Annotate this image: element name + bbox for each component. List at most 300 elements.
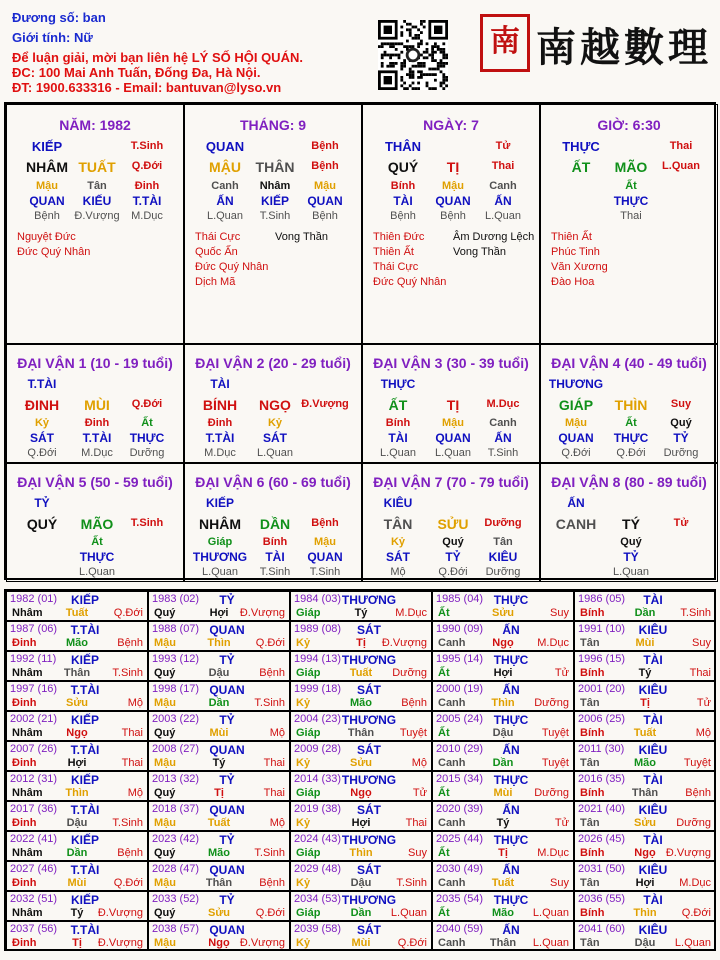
year-stem: Nhâm [12,787,43,799]
year-label: 1985 (04) [436,593,484,605]
year-stem: Kỷ [296,937,311,949]
star-right: Vong Thần [453,246,507,258]
dai-van-cell [362,463,540,582]
year-cell [148,891,290,921]
dai-van-hidden-phase: M.Dục [81,447,113,459]
hidden-stem: Nhâm [259,180,291,192]
gender-line: Giới tính: Nữ [12,30,93,45]
dai-van-stem: CANH [555,516,597,532]
year-god: QUAN [209,623,245,637]
year-branch: Thìn [633,907,657,919]
year-stem: Giáp [296,727,321,739]
year-god: TỶ [219,773,235,787]
year-phase: Tử [554,817,569,829]
year-branch: Mão [208,847,230,859]
pillar-phase: Thai [491,160,515,172]
year-god: SÁT [357,863,381,877]
year-cell [6,771,148,801]
year-stem: Bính [580,727,605,739]
logo-text: 南越數理 [536,24,712,71]
year-god: QUAN [209,683,245,697]
heavenly-stem: ẤT [571,159,591,175]
year-phase: Đ.Vượng [381,637,427,649]
year-label: 1992 (11) [10,653,57,665]
year-god: TỶ [219,593,235,607]
dai-van-cell [184,344,362,463]
dai-van-branch: MÃO [80,516,114,532]
hidden-god: QUAN [435,194,471,208]
year-stem: Mậu [154,637,176,649]
year-branch: Hợi [67,757,87,769]
year-stem: Tân [580,637,600,649]
year-label: 2031 (50) [578,863,626,875]
year-cell [574,591,716,621]
year-branch: Ngọ [492,637,514,649]
dai-van-hidden-god: T.TÀI [205,431,235,445]
pillar-god-left: THỰC [562,139,600,154]
year-phase: Suy [550,877,569,889]
year-stem: Quý [154,907,176,919]
year-cell [6,891,148,921]
year-label: 2019 (38) [294,803,342,815]
year-branch: Tuất [207,817,231,829]
star-left: Đức Quý Nhân [17,246,91,258]
dai-van-hidden-phase: Dưỡng [485,566,521,578]
year-phase: Thai [121,727,143,739]
year-cell [6,591,148,621]
year-branch: Dậu [350,877,372,889]
year-label: 2006 (25) [578,713,626,725]
dai-van-title: ĐẠI VẬN 6 (60 - 69 tuổi) [195,474,351,490]
year-god: TỶ [219,833,235,847]
year-god: TÀI [643,713,663,727]
hidden-stem: Mậu [36,180,58,192]
year-branch: Dần [208,697,230,709]
year-label: 2023 (42) [152,833,200,845]
year-phase: Thai [405,817,427,829]
year-cell [290,741,432,771]
dai-van-hidden-stem: Kỷ [390,536,406,548]
year-branch: Mão [66,637,88,649]
dai-van-hidden-god: QUAN [558,431,594,445]
year-stem: Quý [154,667,176,679]
year-god: THƯƠNG [341,893,397,907]
year-phase: Thai [689,667,711,679]
year-god: QUAN [209,863,245,877]
phone-email-line: ĐT: 1900.633316 - Email: bantuvan@lyso.vn [12,80,282,95]
year-god: THỰC [493,893,529,907]
year-stem: Đinh [12,937,37,949]
dai-van-branch: DẦN [259,516,291,532]
hidden-god: ẤN [216,194,234,208]
year-stem: Kỷ [296,817,311,829]
dai-van-branch: THÌN [614,397,648,413]
year-label: 2011 (30) [578,743,625,755]
year-branch: Sửu [349,757,373,769]
hidden-god: ẤN [494,194,512,208]
year-label: 2028 (47) [152,863,200,875]
year-branch: Tý [496,817,510,829]
hidden-phase: Bệnh [34,210,60,222]
dai-van-cell [184,463,362,582]
year-cell [290,861,432,891]
year-cell [6,741,148,771]
year-branch: Mùi [351,937,371,949]
year-god: KIÊU [638,803,668,817]
year-label: 2022 (41) [10,833,58,845]
year-god: THƯƠNG [341,653,397,667]
year-cell [432,651,574,681]
star-left: Thái Cực [373,261,419,273]
year-cell [148,651,290,681]
year-phase: T.Sinh [254,697,285,709]
year-cell [574,771,716,801]
year-god: KIẾP [70,893,100,907]
year-god: THƯƠNG [341,593,397,607]
year-cell [432,681,574,711]
year-phase: L.Quan [390,907,427,919]
year-god: THƯƠNG [341,713,397,727]
year-label: 2021 (40) [578,803,626,815]
year-cell [290,681,432,711]
year-cell [148,801,290,831]
year-label: 2013 (32) [152,773,200,785]
year-stem: Mậu [154,757,176,769]
star-right: Âm Dương Lệch [453,231,535,243]
year-label: 2041 (60) [578,923,626,935]
pillar-god-left: THÂN [384,139,422,154]
dai-van-stem: GIÁP [558,397,594,413]
year-label: 2005 (24) [436,713,484,725]
year-cell [574,711,716,741]
year-cell [290,621,432,651]
dai-van-title: ĐẠI VẬN 1 (10 - 19 tuổi) [17,355,173,371]
year-branch: Thân [205,877,233,889]
hidden-stem: Canh [211,180,239,192]
year-phase: Dưỡng [392,667,427,679]
year-stem: Quý [154,607,176,619]
year-label: 1994 (13) [294,653,342,665]
year-stem: Đinh [12,757,37,769]
year-stem: Đinh [12,877,37,889]
year-branch: Hợi [351,817,371,829]
logo-seal: 南 [480,14,530,72]
year-phase: Q.Đới [113,877,143,889]
year-stem: Canh [438,937,466,949]
year-god: T.TÀI [70,803,100,817]
year-branch: Sửu [633,817,657,829]
year-god: KIẾP [70,713,100,727]
year-stem: Ất [438,727,450,739]
year-label: 2008 (27) [152,743,200,755]
dai-van-hidden-god: QUAN [307,550,343,564]
dai-van-hidden-stem: Quý [670,417,692,429]
dai-van-cell [6,463,184,582]
year-phase: Dưỡng [534,787,569,799]
year-branch: Thân [489,937,517,949]
year-cell [148,591,290,621]
year-phase: Q.Đới [681,907,711,919]
year-god: KIÊU [638,683,668,697]
year-cell [432,861,574,891]
dai-van-phase: Suy [670,398,692,410]
year-phase: Mộ [269,727,285,739]
year-cell [432,801,574,831]
year-cell [432,591,574,621]
year-label: 2014 (33) [294,773,342,785]
dai-van-hidden-god: TỶ [673,431,689,445]
year-stem: Canh [438,817,466,829]
year-phase: T.Sinh [396,877,427,889]
dai-van-stem: TÂN [383,516,413,532]
year-branch: Tuất [349,667,373,679]
year-phase: M.Dục [679,877,711,889]
year-label: 2003 (22) [152,713,200,725]
dai-van-hidden-stem: Quý [442,536,464,548]
year-label: 1998 (17) [152,683,200,695]
dai-van-hidden-phase: L.Quan [379,447,417,459]
pillar-god-right: Tử [495,140,511,152]
hidden-god: QUAN [29,194,65,208]
year-branch: Sửu [491,607,515,619]
year-cell [6,801,148,831]
dai-van-phase: M.Dục [486,398,520,410]
dai-van-god: THƯƠNG [548,377,604,391]
year-phase: Q.Đới [397,937,427,949]
year-phase: Q.Đới [255,637,285,649]
year-stem: Ất [438,787,450,799]
year-god: TỶ [219,653,235,667]
year-god: TÀI [643,593,663,607]
dai-van-hidden-stem: Mậu [565,417,587,429]
year-cell [432,621,574,651]
hidden-stem: Ất [625,180,637,192]
earthly-branch: TUẤT [78,159,116,175]
header [0,0,720,100]
pillar-title: NĂM: 1982 [59,117,131,133]
year-phase: Thai [263,787,285,799]
year-phase: L.Quan [532,937,569,949]
year-god: THỰC [493,593,529,607]
pillar-title: THÁNG: 9 [239,117,307,133]
year-branch: Mùi [67,877,87,889]
year-cell [148,831,290,861]
year-label: 1999 (18) [294,683,342,695]
year-branch: Thân [631,787,659,799]
dai-van-branch: NGỌ [259,397,291,413]
dai-van-stem: BÍNH [202,397,238,413]
year-branch: Mùi [493,787,513,799]
year-phase: Đ.Vượng [665,847,711,859]
year-cell [574,741,716,771]
dai-van-hidden-stem: Canh [489,417,517,429]
year-label: 1996 (15) [578,653,626,665]
year-branch: Dậu [66,817,88,829]
year-cell [148,711,290,741]
year-cell [290,771,432,801]
hidden-phase: Đ.Vượng [74,210,120,222]
dai-van-hidden-god: SÁT [30,431,54,445]
dai-van-hidden-stem: Quý [620,536,642,548]
dai-van-hidden-god: THỰC [613,431,649,445]
heavenly-stem: QUÝ [387,159,419,175]
dai-van-hidden-phase: L.Quan [612,566,650,578]
dai-van-title: ĐẠI VẬN 2 (20 - 29 tuổi) [195,355,351,371]
dai-van-hidden-god: THỰC [79,550,115,564]
year-god: QUAN [209,743,245,757]
hidden-phase: L.Quan [484,210,522,222]
year-branch: Hợi [635,877,655,889]
hidden-stem: Bính [390,180,416,192]
dai-van-branch: TỊ [446,397,460,413]
hidden-god: QUAN [307,194,343,208]
year-phase: Đ.Vượng [239,937,285,949]
year-god: KIÊU [638,743,668,757]
year-stem: Bính [580,787,605,799]
year-stem: Mậu [154,937,176,949]
year-branch: Tuất [491,877,515,889]
year-phase: L.Quan [674,937,711,949]
year-cell [574,801,716,831]
year-branch: Ngọ [350,787,372,799]
year-label: 2036 (55) [578,893,626,905]
year-cell [574,651,716,681]
year-god: SÁT [357,923,381,937]
dai-van-god: TỶ [34,496,50,510]
year-stem: Canh [438,637,466,649]
dai-van-phase: Bệnh [311,517,339,529]
year-god: ẤN [502,683,520,697]
year-stem: Canh [438,697,466,709]
year-label: 2001 (20) [578,683,626,695]
year-label: 2002 (21) [10,713,58,725]
year-stem: Canh [438,757,466,769]
dai-van-hidden-phase: T.Sinh [487,447,519,459]
pillar-cell [6,104,184,344]
pillar-phase: Bệnh [311,160,339,172]
year-phase: M.Dục [395,607,427,619]
star-right: Vong Thần [275,231,329,243]
dai-van-hidden-stem: Đinh [207,417,233,429]
dai-van-god: KIẾP [205,496,235,510]
year-god: KIÊU [638,623,668,637]
year-branch: Thìn [349,847,373,859]
year-branch: Thìn [491,697,515,709]
year-phase: T.Sinh [254,847,285,859]
year-phase: Tuyệt [541,727,569,739]
dai-van-phase: T.Sinh [130,517,164,529]
dai-van-hidden-god: TỶ [623,550,639,564]
year-stem: Kỷ [296,637,311,649]
year-label: 2010 (29) [436,743,484,755]
star-left: Thiên Ất [373,246,414,258]
dai-van-hidden-phase: L.Quan [434,447,472,459]
year-phase: Q.Đới [255,907,285,919]
year-stem: Quý [154,727,176,739]
year-branch: Tý [638,667,652,679]
dai-van-phase: Dưỡng [484,517,522,529]
dai-van-hidden-phase: M.Dục [204,447,236,459]
year-branch: Dần [634,607,656,619]
year-stem: Ất [438,667,450,679]
year-branch: Mão [634,757,656,769]
year-cell [574,621,716,651]
year-god: T.TÀI [70,683,100,697]
dai-van-hidden-phase: L.Quan [201,566,239,578]
dai-van-hidden-god: QUAN [435,431,471,445]
dai-van-stem: ĐINH [24,397,60,413]
year-phase: T.Sinh [680,607,711,619]
year-cell [290,801,432,831]
year-label: 2025 (44) [436,833,484,845]
year-label: 2016 (35) [578,773,626,785]
year-god: THƯƠNG [341,833,397,847]
dai-van-god: THỰC [380,377,416,391]
year-god: TÀI [643,653,663,667]
dai-van-hidden-god: KIÊU [488,550,518,564]
year-phase: Suy [692,637,711,649]
dai-van-hidden-stem: Ất [625,417,637,429]
dai-van-hidden-stem: Tân [493,536,513,548]
star-left: Văn Xương [551,261,608,273]
hidden-phase: L.Quan [206,210,244,222]
dai-van-hidden-stem: Kỷ [267,417,283,429]
year-god: T.TÀI [70,923,100,937]
hidden-phase: Thai [620,210,642,222]
year-cell [432,711,574,741]
year-label: 2039 (58) [294,923,342,935]
year-branch: Tuất [65,607,89,619]
star-left: Dịch Mã [195,276,236,288]
year-cell [148,921,290,951]
year-god: ẤN [502,803,520,817]
year-branch: Thìn [65,787,89,799]
year-label: 2033 (52) [152,893,200,905]
dai-van-hidden-phase: Q.Đới [616,447,646,459]
year-branch: Tuất [633,727,657,739]
dai-van-hidden-god: ẤN [494,431,512,445]
year-cell [6,921,148,951]
year-stem: Nhâm [12,607,43,619]
year-stem: Ất [438,607,450,619]
dai-van-hidden-god: THỰC [129,431,165,445]
earthly-branch: TỊ [446,159,460,175]
year-god: TỶ [219,713,235,727]
year-label: 2000 (19) [436,683,484,695]
year-stem: Ất [438,847,450,859]
dai-van-hidden-phase: Dưỡng [663,447,699,459]
dai-van-phase: Đ.Vượng [301,398,349,410]
year-stem: Tân [580,937,600,949]
heavenly-stem: NHÂM [26,159,68,175]
year-god: KIÊU [638,923,668,937]
year-god: ẤN [502,863,520,877]
hidden-stem: Mậu [314,180,336,192]
dai-van-hidden-stem: Ất [91,536,103,548]
year-label: 2020 (39) [436,803,484,815]
year-cell [574,861,716,891]
contact-line: Để luận giải, mời bạn liên hệ LÝ SỐ HỘI QUÁN. [12,50,303,65]
year-phase: M.Dục [537,847,569,859]
year-label: 2007 (26) [10,743,58,755]
pillar-phase: Q.Đới [131,160,163,172]
year-god: SÁT [357,743,381,757]
hidden-stem: Canh [489,180,517,192]
year-cell [290,921,432,951]
year-stem: Mậu [154,817,176,829]
dai-van-hidden-god: TỶ [445,550,461,564]
year-phase: Đ.Vượng [239,607,285,619]
